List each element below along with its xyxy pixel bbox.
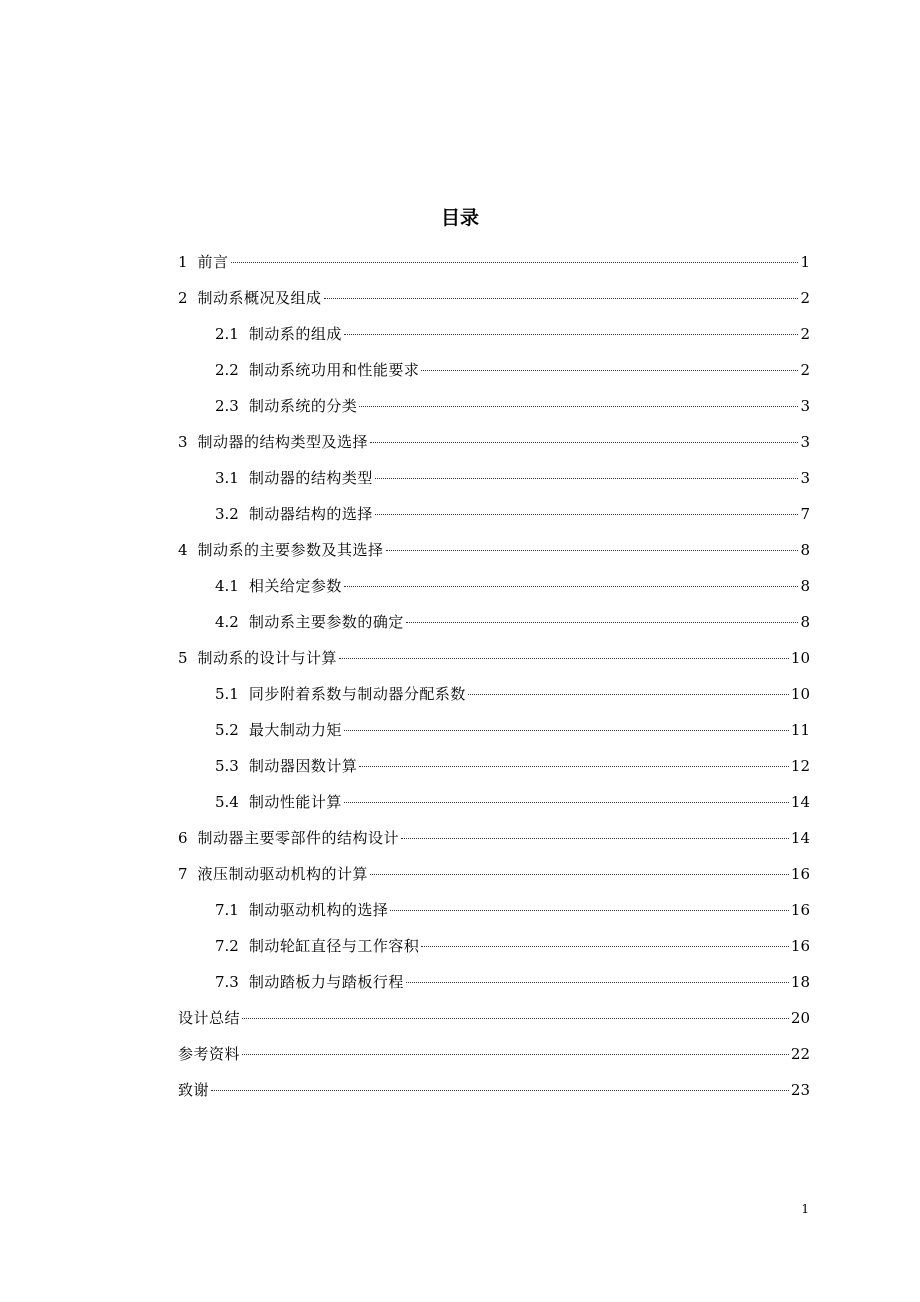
toc-entry-page: 8 <box>800 577 810 595</box>
toc-entry-title: 制动系的设计与计算 <box>197 649 338 667</box>
toc-entry-number: 2.2 <box>215 361 239 379</box>
toc-entry-number: 5 <box>178 649 188 667</box>
toc-dot-leader <box>468 694 789 695</box>
toc-entry-title: 最大制动力矩 <box>248 721 342 739</box>
toc-entry-title: 制动系概况及组成 <box>197 289 322 307</box>
toc-entry-title: 制动系统的分类 <box>248 397 358 415</box>
toc-entry-number: 2.1 <box>215 325 239 343</box>
toc-entry-title: 制动器结构的选择 <box>248 505 373 523</box>
toc-entry <box>178 1000 810 1036</box>
toc-entry-title: 液压制动驱动机构的计算 <box>197 865 369 883</box>
toc-dot-leader <box>359 406 798 407</box>
toc-entry <box>178 856 810 892</box>
toc-entry-number: 3.1 <box>215 469 239 487</box>
toc-entry-page: 10 <box>790 649 810 667</box>
toc-dot-leader <box>421 370 798 371</box>
toc-entry <box>178 388 810 424</box>
toc-entry <box>178 784 810 820</box>
toc-entry-page: 3 <box>800 469 810 487</box>
toc-dot-leader <box>406 622 799 623</box>
toc-entry-number: 1 <box>178 253 188 271</box>
toc-entry <box>178 964 810 1000</box>
toc-entry <box>178 496 810 532</box>
toc-entry-title: 致谢 <box>178 1081 210 1099</box>
toc-entry-page: 2 <box>800 289 810 307</box>
toc-entry-page: 8 <box>800 613 810 631</box>
table-of-contents <box>178 244 810 1108</box>
toc-entry <box>178 892 810 928</box>
toc-dot-leader <box>359 766 789 767</box>
toc-dot-leader <box>370 874 789 875</box>
toc-dot-leader <box>375 514 799 515</box>
toc-entry-number: 4.1 <box>215 577 239 595</box>
toc-entry-title: 制动器的结构类型 <box>248 469 373 487</box>
toc-entry-number: 6 <box>178 829 188 847</box>
toc-entry-title: 前言 <box>197 253 229 271</box>
toc-entry-number: 2 <box>178 289 188 307</box>
toc-title: 目录 <box>440 207 479 229</box>
toc-entry-page: 10 <box>790 685 810 703</box>
toc-entry-number: 7 <box>178 865 188 883</box>
toc-entry-page: 14 <box>790 829 810 847</box>
toc-dot-leader <box>231 262 799 263</box>
toc-dot-leader <box>344 334 799 335</box>
toc-entry-page: 7 <box>800 505 810 523</box>
toc-entry-number: 5.1 <box>215 685 239 703</box>
toc-entry-page: 2 <box>800 325 810 343</box>
toc-entry <box>178 244 810 280</box>
toc-entry-title: 相关给定参数 <box>248 577 342 595</box>
toc-dot-leader <box>375 478 799 479</box>
toc-entry-page: 12 <box>790 757 810 775</box>
toc-entry-page: 8 <box>800 541 810 559</box>
toc-entry-page: 3 <box>800 433 810 451</box>
toc-dot-leader <box>211 1090 789 1091</box>
toc-entry-page: 3 <box>800 397 810 415</box>
toc-entry-title: 制动系统功用和性能要求 <box>248 361 420 379</box>
toc-entry-page: 11 <box>790 721 810 739</box>
toc-entry-page: 22 <box>790 1045 810 1063</box>
page-number: 1 <box>801 1202 809 1216</box>
toc-dot-leader <box>242 1018 789 1019</box>
toc-entry-number: 4.2 <box>215 613 239 631</box>
toc-entry <box>178 316 810 352</box>
toc-entry <box>178 640 810 676</box>
toc-entry-title: 制动系的组成 <box>248 325 342 343</box>
toc-dot-leader <box>324 298 799 299</box>
toc-entry-title: 制动系主要参数的确定 <box>248 613 404 631</box>
toc-dot-leader <box>370 442 798 443</box>
toc-entry-number: 3.2 <box>215 505 239 523</box>
toc-entry <box>178 568 810 604</box>
toc-entry-page: 18 <box>790 973 810 991</box>
toc-dot-leader <box>339 658 789 659</box>
toc-entry-title: 制动性能计算 <box>248 793 342 811</box>
toc-entry-number: 5.3 <box>215 757 239 775</box>
toc-dot-leader <box>344 730 789 731</box>
toc-entry-title: 制动驱动机构的选择 <box>248 901 389 919</box>
toc-entry <box>178 928 810 964</box>
toc-dot-leader <box>390 910 789 911</box>
toc-entry <box>178 1072 810 1108</box>
toc-entry-number: 7.1 <box>215 901 239 919</box>
toc-entry-page: 1 <box>800 253 810 271</box>
toc-entry <box>178 604 810 640</box>
toc-entry-number: 3 <box>178 433 188 451</box>
toc-entry-title: 制动轮缸直径与工作容积 <box>248 937 420 955</box>
toc-entry-title: 制动踏板力与踏板行程 <box>248 973 404 991</box>
toc-entry-title: 设计总结 <box>178 1009 241 1027</box>
toc-entry <box>178 532 810 568</box>
toc-entry <box>178 748 810 784</box>
toc-entry-title: 参考资料 <box>178 1045 241 1063</box>
toc-entry-number: 5.4 <box>215 793 239 811</box>
toc-entry <box>178 820 810 856</box>
toc-entry-number: 7.3 <box>215 973 239 991</box>
toc-entry <box>178 676 810 712</box>
toc-entry-title: 制动器因数计算 <box>248 757 358 775</box>
toc-entry-title: 同步附着系数与制动器分配系数 <box>248 685 466 703</box>
toc-entry-title: 制动系的主要参数及其选择 <box>197 541 384 559</box>
toc-entry-page: 23 <box>790 1081 810 1099</box>
toc-entry-title: 制动器的结构类型及选择 <box>197 433 369 451</box>
toc-entry-page: 2 <box>800 361 810 379</box>
toc-entry-number: 7.2 <box>215 937 239 955</box>
toc-entry <box>178 352 810 388</box>
toc-dot-leader <box>406 982 789 983</box>
toc-entry-number: 4 <box>178 541 188 559</box>
toc-dot-leader <box>401 838 789 839</box>
toc-entry <box>178 460 810 496</box>
toc-dot-leader <box>344 586 799 587</box>
toc-entry-page: 14 <box>790 793 810 811</box>
toc-entry-page: 16 <box>790 901 810 919</box>
toc-entry-page: 20 <box>790 1009 810 1027</box>
toc-entry <box>178 280 810 316</box>
toc-dot-leader <box>386 550 799 551</box>
toc-entry <box>178 712 810 748</box>
toc-entry-page: 16 <box>790 865 810 883</box>
toc-dot-leader <box>344 802 789 803</box>
toc-dot-leader <box>242 1054 789 1055</box>
toc-entry-number: 2.3 <box>215 397 239 415</box>
toc-entry-page: 16 <box>790 937 810 955</box>
toc-entry-title: 制动器主要零部件的结构设计 <box>197 829 400 847</box>
toc-entry-number: 5.2 <box>215 721 239 739</box>
toc-dot-leader <box>421 946 789 947</box>
toc-entry <box>178 1036 810 1072</box>
toc-entry <box>178 424 810 460</box>
